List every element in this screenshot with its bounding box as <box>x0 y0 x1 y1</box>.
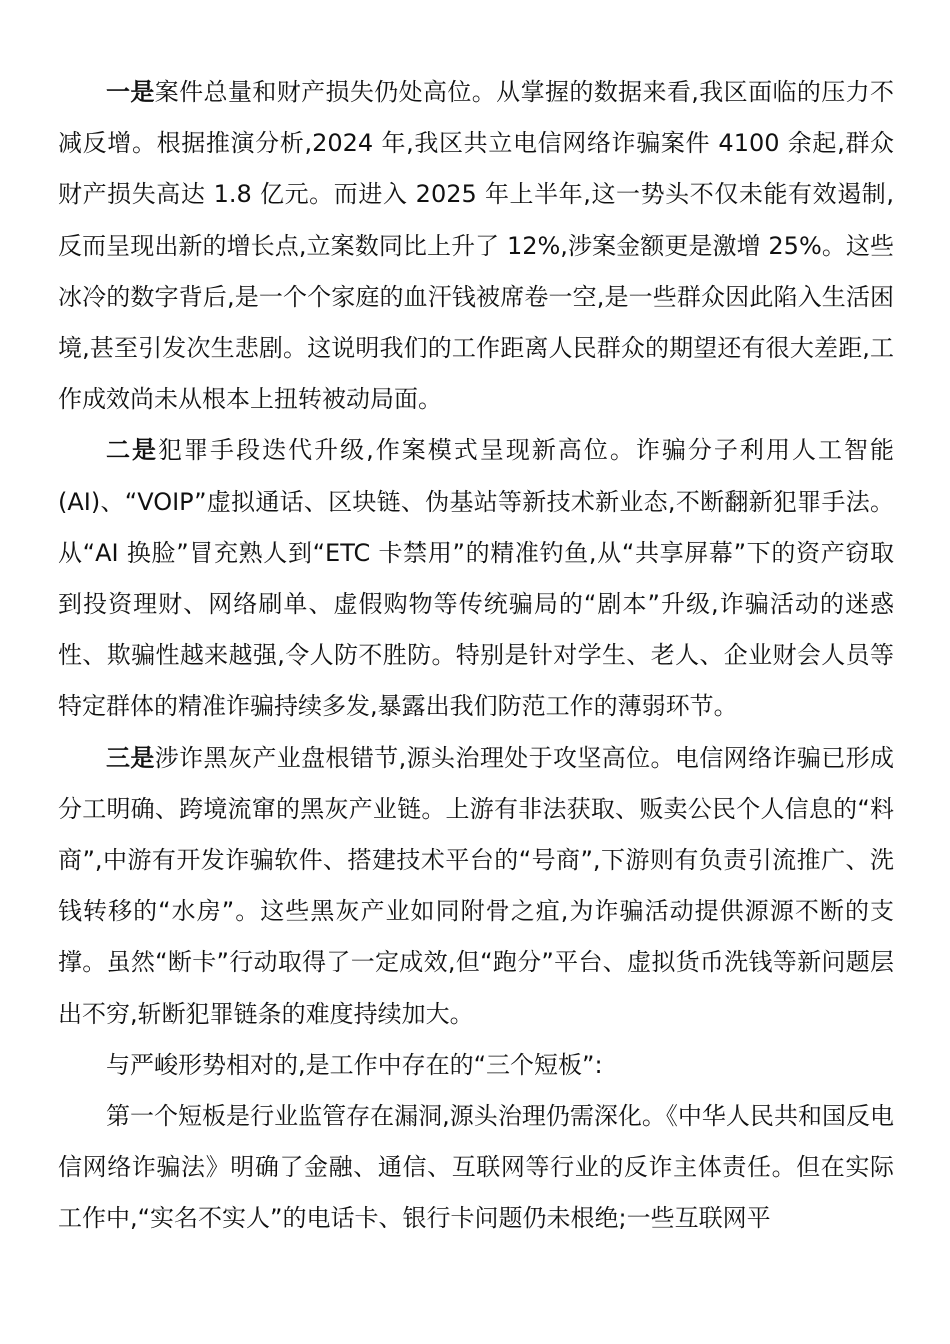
paragraph-5 <box>58 1091 894 1245</box>
paragraph-4-text: 与严峻形势相对的,是工作中存在的“三个短板”: <box>106 1050 603 1079</box>
paragraph-3-text: 涉诈黑灰产业盘根错节,源头治理处于攻坚高位。电信网络诈骗已形成分工明确、跨境流窜的黑灰产业链。上游有非法获取、贩卖公民个人信息的“料商”,中游有开发诈骗软件、搭建技术平台的“号商”,下游则有负责引流推广、洗钱转移的“水房”。这些黑灰产业如同附骨之疽,为诈骗活动提供源源不断的支撑。虽然“断卡”行动取得了一定成效,但“跑分”平台、虚拟货币洗钱等新问题层出不穷,斩断犯罪链条的难度持续加大。 <box>58 743 894 1028</box>
paragraph-1-text: 案件总量和财产损失仍处高位。从掌握的数据来看,我区面临的压力不减反增。根据推演分析,2024 年,我区共立电信网络诈骗案件 4100 余起,群众财产损失高达 1.8 亿元。而进入 2025 年上半年,这一势头不仅未能有效遏制,反而呈现出新的增长点,立案数同比上升了 12%,涉案金额更是激增 25%。这些冰冷的数字背后,是一个个家庭的血汗钱被席卷一空,是一些群众因此陷入生活困境,甚至引发次生悲剧。这说明我们的工作距离人民群众的期望还有很大差距,工作成效尚未从根本上扭转被动局面。 <box>58 78 894 414</box>
document-body <box>58 67 894 1245</box>
paragraph-2-lead: 二是 <box>106 436 159 465</box>
paragraph-2 <box>58 425 894 732</box>
paragraph-3-lead: 三是 <box>106 743 155 772</box>
paragraph-2-text: 犯罪手段迭代升级,作案模式呈现新高位。诈骗分子利用人工智能(AI)、“VOIP”虚拟通话、区块链、伪基站等新技术新业态,不断翻新犯罪手法。从“AI 换脸”冒充熟人到“ETC 卡禁用”的精准钓鱼,从“共享屏幕”下的资产窃取到投资理财、网络刷单、虚假购物等传统骗局的“剧本”升级,诈骗活动的迷惑性、欺骗性越来越强,令人防不胜防。特别是针对学生、老人、企业财会人员等特定群体的精准诈骗持续多发,暴露出我们防范工作的薄弱环节。 <box>58 436 894 721</box>
paragraph-4 <box>58 1040 894 1091</box>
paragraph-5-text: 第一个短板是行业监管存在漏洞,源头治理仍需深化。《中华人民共和国反电信网络诈骗法》明确了金融、通信、互联网等行业的反诈主体责任。但在实际工作中,“实名不实人”的电话卡、银行卡问题仍未根绝;一些互联网平 <box>58 1102 894 1233</box>
paragraph-1 <box>58 67 894 425</box>
paragraph-1-lead: 一是 <box>106 78 155 106</box>
paragraph-3 <box>58 733 894 1040</box>
